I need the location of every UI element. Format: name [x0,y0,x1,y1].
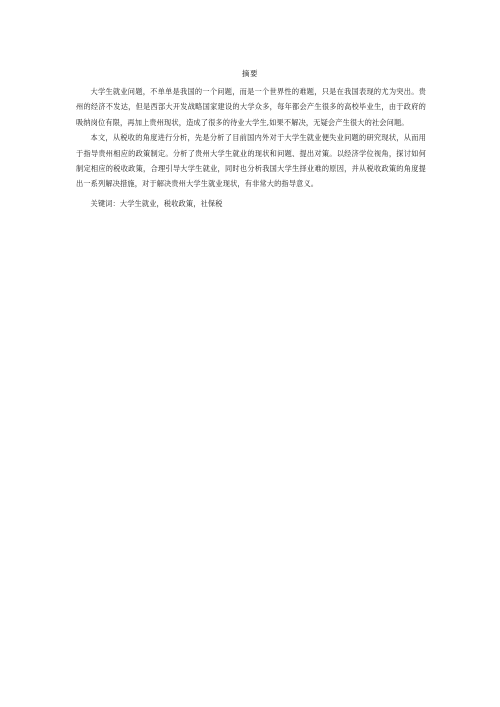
abstract-paragraph-2: 本文，从税收的角度进行分析，先是分析了目前国内外对于大学生就业便失业问题的研究现状，从而用于指导贵州相应的政策制定。分析了贵州大学生就业的现状和问题、提出对策。以经济学位视角，探讨如何制定相应的税收政策，合理引导大学生就业，同时也分析我国大学生择业难的原因，并从税收政策的角度提出一系列解决措施，对于解决贵州大学生就业现状，有非常大的指导意义。 [76,133,426,189]
keywords-line: 关键词：大学生就业，税收政策，社保税 [90,198,223,208]
abstract-title: 摘要 [242,69,258,78]
abstract-body [76,84,426,211]
abstract-paragraph-1: 大学生就业问题，不单单是我国的一个问题，而是一个世界性的难题，只是在我国表现的尤为突出。贵州的经济不发达，但是西部大开发战略国家建设的大学众多，每年都会产生很多的高校毕业生，由于政府的吸纳岗位有限，再加上贵州现状，造成了很多的待业大学生,如果不解决，无疑会产生很大的社会问题。 [76,87,426,127]
